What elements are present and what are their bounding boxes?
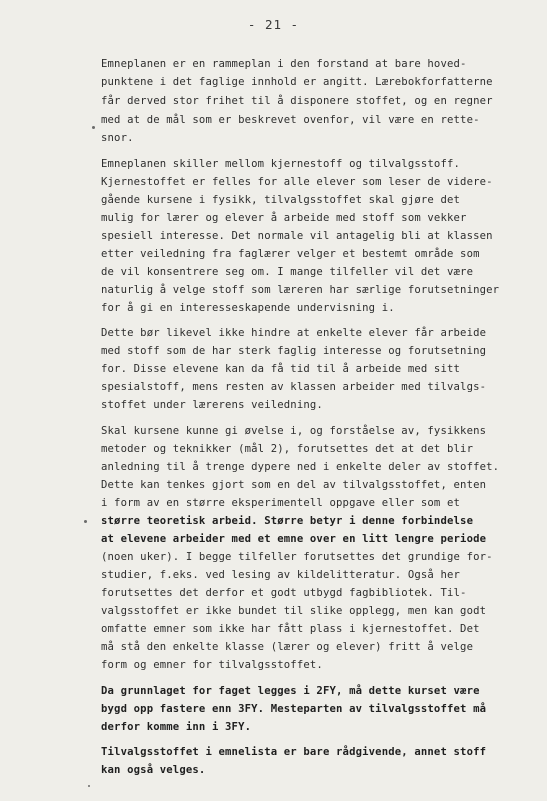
- paragraph-2-line-7: de vil konsentrere seg om. I mange tilfeller vil det være: [101, 266, 474, 278]
- paragraph-5-line-2: bygd opp fastere enn 3FY. Mesteparten av tilvalgsstoffet må: [101, 703, 487, 715]
- paragraph-3-line-3: for. Disse elevene kan da få tid til å arbeide med sitt: [101, 363, 461, 375]
- paragraph-4-line-4: Dette kan tenkes gjort som en del av tilvalgsstoffet, enten: [101, 479, 487, 491]
- paragraph-4-line-11: valgsstoffet er ikke bundet til slike opplegg, men kan godt: [101, 605, 487, 617]
- paragraph-1-line-2: punktene i det faglige innhold er angitt. Lærebokforfatterne: [101, 76, 493, 88]
- paragraph-3-line-2: med stoff som de har sterk faglig interesse og forutsetning: [101, 345, 487, 357]
- paragraph-4-line-13: må stå den enkelte klasse (lærer og elever) fritt å velge: [101, 641, 474, 653]
- paragraph-4-line-10: forutsettes det derfor et godt utbygd fagbibliotek. Til-: [101, 587, 467, 599]
- paragraph-3-line-4: spesialstoff, mens resten av klassen arbeider med tilvalgs-: [101, 381, 487, 393]
- paragraph-6-line-1: Tilvalgsstoffet i emnelista er bare rådgivende, annet stoff: [101, 746, 487, 758]
- scan-speck: [88, 785, 90, 787]
- paragraph-5-line-3: derfor komme inn i 3FY.: [101, 721, 252, 733]
- scan-speck: [92, 126, 95, 129]
- paragraph-2-line-2: Kjernestoffet er felles for alle elever som leser de videre-: [101, 176, 493, 188]
- paragraph-4-line-14: form og emner for tilvalgsstoffet.: [101, 659, 323, 671]
- paragraph-4-line-12: omfatte emner som ikke har fått plass i kjernestoffet. Det: [101, 623, 480, 635]
- paragraph-4-line-7: at elevene arbeider med et emne over en litt lengre periode: [101, 533, 487, 545]
- paragraph-4-line-3: anledning til å trenge dypere ned i enkelte deler av stoffet.: [101, 461, 500, 473]
- paragraph-1-line-1: Emneplanen er en rammeplan i den forstand at bare hoved-: [101, 58, 467, 70]
- scan-speck: [84, 520, 87, 523]
- paragraph-4-line-1: Skal kursene kunne gi øvelse i, og forståelse av, fysikkens: [101, 425, 487, 437]
- paragraph-3-line-1: Dette bør likevel ikke hindre at enkelte elever får arbeide: [101, 327, 487, 339]
- paragraph-2-line-8: naturlig å velge stoff som læreren har særlige forutsetninger: [101, 284, 500, 296]
- paragraph-1-line-3: får derved stor frihet til å disponere stoffet, og en regner: [101, 95, 493, 107]
- paragraph-2-line-1: Emneplanen skiller mellom kjernestoff og tilvalgsstoff.: [101, 158, 461, 170]
- paragraph-4-line-2: metoder og teknikker (mål 2), forutsettes det at det blir: [101, 443, 474, 455]
- paragraph-2-line-6: etter veiledning fra faglærer velger et bestemt område som: [101, 248, 480, 260]
- paragraph-1-line-4: med at de mål som er beskrevet ovenfor, vil være en rette-: [101, 114, 480, 126]
- paragraph-2-line-5: spesiell interesse. Det normale vil antagelig bli at klassen: [101, 230, 493, 242]
- paragraph-2-line-3: gående kursene i fysikk, tilvalgsstoffet skal gjøre det: [101, 194, 461, 206]
- paragraph-5-line-1: Da grunnlaget for faget legges i 2FY, må dette kurset være: [101, 685, 480, 697]
- page-number: - 21 -: [247, 17, 300, 32]
- paragraph-2-line-4: mulig for lærer og elever å arbeide med stoff som vekker: [101, 212, 467, 224]
- paragraph-3-line-5: stoffet under lærerens veiledning.: [101, 399, 323, 411]
- paragraph-1-line-5: snor.: [101, 132, 134, 144]
- paragraph-4-line-6: større teoretisk arbeid. Større betyr i denne forbindelse: [101, 515, 474, 527]
- paragraph-4-line-9: studier, f.eks. ved lesing av kildelitteratur. Også her: [101, 569, 461, 581]
- paragraph-4-line-5: i form av en større eksperimentell oppgave eller som et: [101, 497, 461, 509]
- paragraph-4-line-8: (noen uker). I begge tilfeller forutsettes det grundige for-: [101, 551, 493, 563]
- paragraph-6-line-2: kan også velges.: [101, 764, 206, 776]
- paragraph-2-line-9: for å gi en interesseskapende undervisning i.: [101, 302, 395, 314]
